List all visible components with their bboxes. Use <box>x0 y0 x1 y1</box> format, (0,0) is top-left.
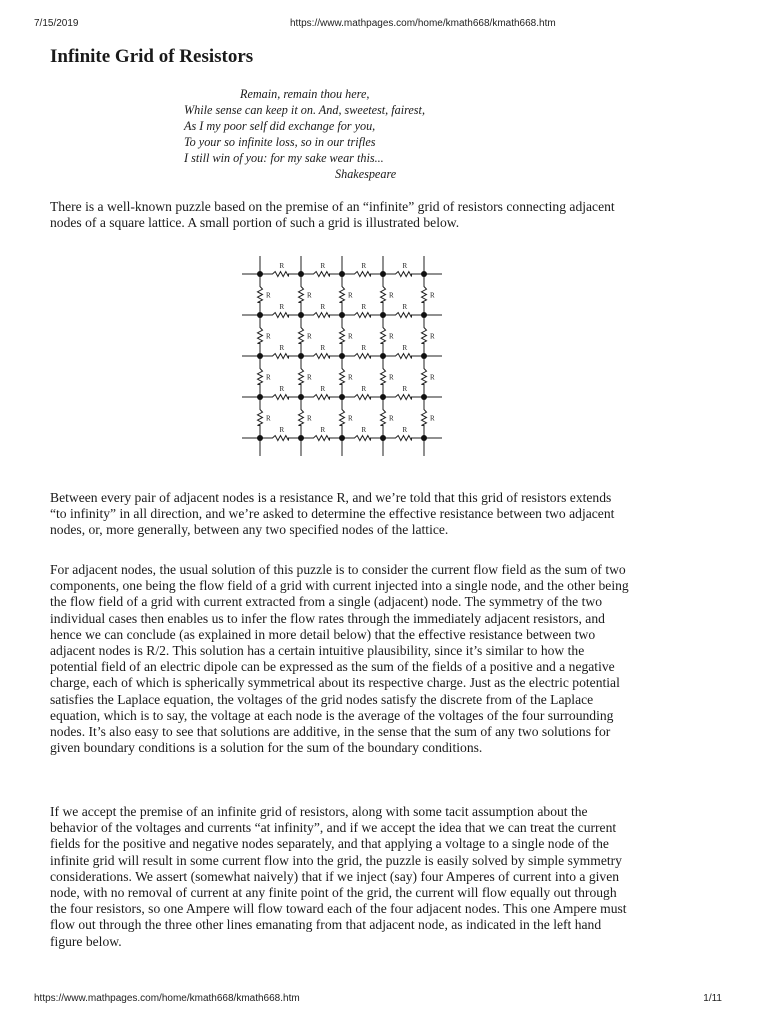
horizontal-resistor <box>301 313 342 318</box>
resistor-label: R <box>348 291 353 300</box>
resistor-label: R <box>279 426 285 434</box>
epigraph-attribution: Shakespeare <box>335 167 397 181</box>
resistor-label: R <box>279 385 285 393</box>
horizontal-resistor <box>260 272 301 277</box>
vertical-resistor <box>422 274 427 315</box>
resistor-label: R <box>348 414 353 423</box>
grid-node <box>298 394 304 400</box>
vertical-resistor <box>422 315 427 356</box>
vertical-resistor <box>381 274 386 315</box>
epigraph-line: As I my poor self did exchange for you, <box>184 119 376 133</box>
resistor-label: R <box>389 414 394 423</box>
paragraph-problem: Between every pair of adjacent nodes is a resistance R, and we’re told that this grid of resistors extends “to infinity” in all direction, and we’re asked to determine the effective resistance between two adjacent nodes, or, more generally, between any two specified nodes of the lattice. <box>50 490 615 538</box>
resistor-label: R <box>402 385 408 393</box>
grid-node <box>257 353 263 359</box>
resistor-label: R <box>307 332 312 341</box>
grid-node <box>257 312 263 318</box>
resistor-label: R <box>402 262 408 270</box>
horizontal-resistor <box>301 272 342 277</box>
resistor-grid-figure <box>238 252 446 470</box>
resistor-label: R <box>361 303 367 311</box>
epigraph-line: While sense can keep it on. And, sweetest, fairest, <box>184 103 425 117</box>
grid-node <box>257 271 263 277</box>
horizontal-resistor <box>342 436 383 441</box>
resistor-label: R <box>402 303 408 311</box>
paragraph-intro: There is a well-known puzzle based on the premise of an “infinite” grid of resistors connecting adjacent nodes of a square lattice. A small portion of such a grid is illustrated below. <box>50 199 615 231</box>
horizontal-resistor <box>383 354 424 359</box>
resistor-label: R <box>361 262 367 270</box>
resistor-label: R <box>307 373 312 382</box>
horizontal-resistor <box>383 313 424 318</box>
resistor-label: R <box>320 344 326 352</box>
horizontal-resistor <box>301 395 342 400</box>
vertical-resistor <box>381 356 386 397</box>
grid-node <box>380 435 386 441</box>
grid-node <box>421 394 427 400</box>
grid-node <box>298 312 304 318</box>
grid-node <box>421 435 427 441</box>
paragraph-symmetry: If we accept the premise of an infinite grid of resistors, along with some tacit assumption about the behavior of the voltages and currents “at infinity”, and if we accept the idea that we can treat the current fields for the positive and negative nodes separately, and that applying a voltage to a single node of the infinite grid will result in some current flow into the grid, the puzzle is easily solved by simple symmetry considerations. We assert (somewhat naively) that if we inject (say) four Amperes of current into a given node, with no removal of current at any finite point of the grid, the current will flow equally out through the four resistors, so one Ampere will flow toward each of the four adjacent nodes. This one Ampere must flow out through the three other lines emanating from that adjacent node, as indicated in the left hand figure below. <box>50 804 627 949</box>
resistor-label: R <box>361 385 367 393</box>
resistor-label: R <box>361 344 367 352</box>
vertical-resistor <box>422 356 427 397</box>
resistor-label: R <box>320 262 326 270</box>
resistor-label: R <box>348 332 353 341</box>
grid-node <box>257 394 263 400</box>
footer-page-number: 1/11 <box>703 993 722 1004</box>
vertical-resistor <box>340 397 345 438</box>
resistor-label: R <box>307 414 312 423</box>
resistor-label: R <box>279 344 285 352</box>
horizontal-resistor <box>342 272 383 277</box>
resistor-label: R <box>279 262 285 270</box>
vertical-resistor <box>299 397 304 438</box>
footer-url: https://www.mathpages.com/home/kmath668/kmath668.htm <box>34 993 300 1004</box>
resistor-label: R <box>430 332 435 341</box>
vertical-resistor <box>258 315 263 356</box>
grid-node <box>380 312 386 318</box>
resistor-label: R <box>402 344 408 352</box>
horizontal-resistor <box>383 436 424 441</box>
grid-node <box>298 271 304 277</box>
epigraph-line: To your so infinite loss, so in our trifles <box>184 135 376 149</box>
resistor-label: R <box>266 291 271 300</box>
vertical-resistor <box>422 397 427 438</box>
resistor-label: R <box>389 373 394 382</box>
vertical-resistor <box>381 397 386 438</box>
vertical-resistor <box>299 274 304 315</box>
horizontal-resistor <box>342 354 383 359</box>
resistor-label: R <box>320 426 326 434</box>
page-title: Infinite Grid of Resistors <box>50 46 254 67</box>
resistor-label: R <box>389 332 394 341</box>
grid-node <box>380 394 386 400</box>
vertical-resistor <box>340 274 345 315</box>
epigraph-line: I still win of you: for my sake wear this... <box>184 151 384 165</box>
horizontal-resistor <box>260 354 301 359</box>
grid-node <box>421 312 427 318</box>
grid-node <box>339 435 345 441</box>
resistor-label: R <box>430 373 435 382</box>
resistor-label: R <box>266 373 271 382</box>
epigraph-line: Remain, remain thou here, <box>240 87 370 101</box>
resistor-label: R <box>279 303 285 311</box>
vertical-resistor <box>299 315 304 356</box>
grid-node <box>298 435 304 441</box>
horizontal-resistor <box>383 395 424 400</box>
grid-node <box>380 353 386 359</box>
resistor-label: R <box>389 291 394 300</box>
resistor-label: R <box>266 332 271 341</box>
resistor-label: R <box>348 373 353 382</box>
vertical-resistor <box>381 315 386 356</box>
horizontal-resistor <box>260 313 301 318</box>
vertical-resistor <box>340 356 345 397</box>
grid-node <box>380 271 386 277</box>
horizontal-resistor <box>260 395 301 400</box>
header-date: 7/15/2019 <box>34 18 79 29</box>
vertical-resistor <box>258 356 263 397</box>
grid-node <box>421 271 427 277</box>
grid-node <box>421 353 427 359</box>
resistor-label: R <box>361 426 367 434</box>
resistor-label: R <box>307 291 312 300</box>
epigraph <box>184 86 425 182</box>
resistor-label: R <box>320 303 326 311</box>
header-url: https://www.mathpages.com/home/kmath668/kmath668.htm <box>290 18 556 29</box>
resistor-label: R <box>266 414 271 423</box>
paragraph-solution: For adjacent nodes, the usual solution of this puzzle is to consider the current flow field as the sum of two components, one being the flow field of a grid with current injected into a single node, and the other being the flow field of a grid with current extracted from a single (adjacent) node. The symmetry of the two individual cases then enables us to infer the flow rates through the immediately adjacent resistors, and hence we can conclude (as explained in more detail below) that the effective resistance between two adjacent nodes is R/2. This solution has a certain intuitive plausibility, since it’s similar to how the potential field of an electric dipole can be expressed as the sum of the fields of a positive and a negative charge, each of which is spherically symmetrical about its respective charge. Just as the electric potential satisfies the Laplace equation, the voltages of the grid nodes satisfy the discrete from of the Laplace equation, which is to say, the voltage at each node is the average of the voltages of the four surrounding nodes. It’s also easy to see that solutions are additive, in the sense that the sum of any two solutions for given boundary conditions is a solution for the sum of the boundary conditions. <box>50 562 629 756</box>
grid-node <box>257 435 263 441</box>
horizontal-resistor <box>342 313 383 318</box>
grid-node <box>339 312 345 318</box>
vertical-resistor <box>258 397 263 438</box>
grid-node <box>339 394 345 400</box>
horizontal-resistor <box>342 395 383 400</box>
resistor-label: R <box>430 291 435 300</box>
grid-node <box>339 353 345 359</box>
resistor-label: R <box>402 426 408 434</box>
grid-node <box>339 271 345 277</box>
horizontal-resistor <box>383 272 424 277</box>
vertical-resistor <box>258 274 263 315</box>
resistor-label: R <box>430 414 435 423</box>
horizontal-resistor <box>301 436 342 441</box>
resistor-label: R <box>320 385 326 393</box>
horizontal-resistor <box>260 436 301 441</box>
horizontal-resistor <box>301 354 342 359</box>
grid-node <box>298 353 304 359</box>
vertical-resistor <box>340 315 345 356</box>
vertical-resistor <box>299 356 304 397</box>
